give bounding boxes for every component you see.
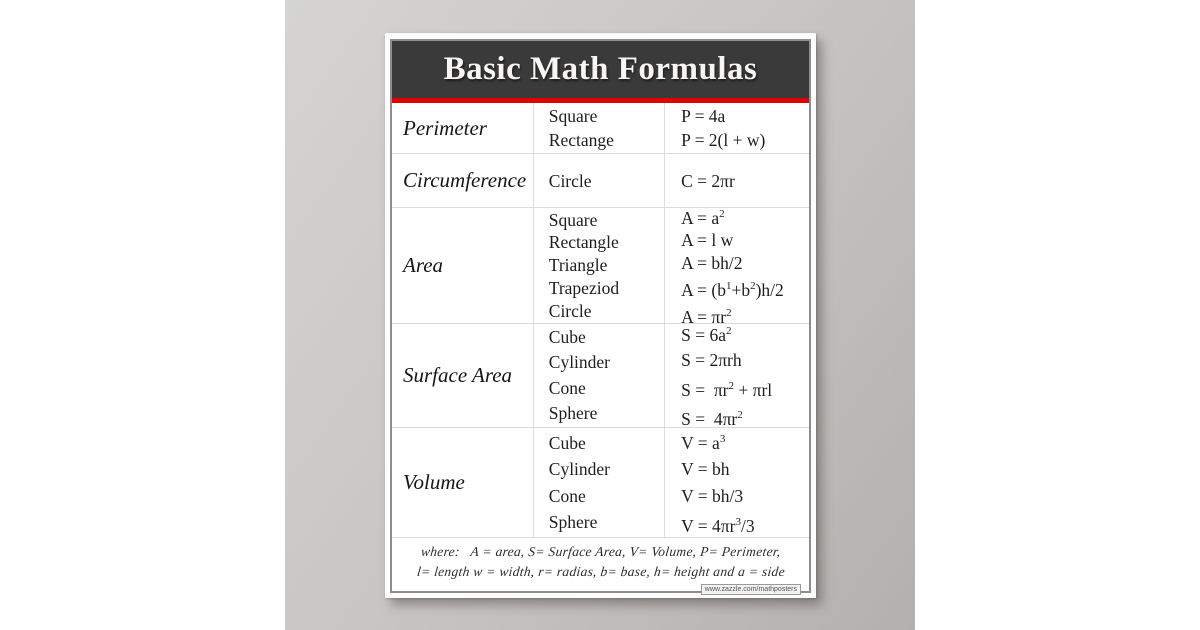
formula-text: V = bh (681, 459, 730, 479)
formula-text: C = 2πr (681, 170, 735, 191)
formula-cell (665, 428, 809, 537)
category-label: Surface Area (403, 363, 513, 387)
category-label: Area (403, 253, 444, 277)
formula-text: V = bh/3 (681, 485, 744, 506)
formula-text: A = bh/2 (681, 253, 743, 274)
watermark-url: www.zazzle.com/mathposters (701, 584, 801, 595)
category-cell (392, 208, 534, 323)
shape-name: Cube (548, 326, 586, 347)
section-surface-area (392, 324, 809, 428)
formula-text: $A = \pi r^2$ (681, 306, 732, 327)
title-band (392, 41, 809, 98)
shape-cell (534, 428, 665, 537)
poster-frame (390, 39, 811, 593)
shape-name: Cone (548, 377, 586, 398)
formula-cell (665, 154, 809, 207)
legend-line-1: where: A = area, S= Surface Area, V= Volume, P= Perimeter, (419, 543, 782, 559)
formula-text: $V = a^3$ (681, 432, 726, 453)
formula-text: $V = 4\pi r^3/3$ (681, 515, 755, 536)
category-label: Volume (403, 470, 465, 494)
formula-cell (665, 207, 809, 327)
category-cell (392, 103, 534, 153)
category-label: Perimeter (403, 115, 487, 140)
shape-name: Cube (548, 432, 586, 453)
shape-name: Circle (548, 300, 592, 321)
shape-name: Cone (548, 485, 586, 506)
section-area (392, 207, 809, 327)
product-photo-wall (285, 0, 915, 630)
shape-name: Triangle (548, 255, 608, 276)
formula-text: $S = \pi r^2 + \pi rl$ (681, 379, 773, 400)
formula-text: $A = (b^1+b^2)h/2$ (681, 279, 784, 300)
section-circumference (392, 154, 809, 208)
shape-name: Square (548, 209, 598, 230)
shape-name: Rectangle (548, 232, 619, 253)
formula-text: P = 2(l + w) (681, 130, 766, 150)
formula-cell (665, 324, 809, 427)
shape-name: Cylinder (548, 352, 611, 372)
shape-cell (534, 103, 665, 153)
category-cell (392, 428, 534, 537)
shape-name: Sphere (548, 403, 598, 423)
formula-table (392, 103, 809, 538)
formula-text: $A = a^2$ (681, 207, 725, 228)
shape-name: Trapeziod (548, 277, 620, 298)
shape-name: Sphere (548, 512, 598, 532)
formula-text: P = 4a (681, 106, 726, 126)
shape-name: Circle (548, 170, 592, 191)
section-volume (392, 428, 809, 538)
shape-name: Cylinder (548, 459, 611, 479)
formula-text: S = 2πrh (681, 350, 742, 371)
category-label: Circumference (403, 168, 527, 192)
formula-cell (665, 103, 809, 153)
shape-cell (534, 208, 665, 323)
section-perimeter (392, 103, 809, 154)
shape-name: Square (548, 106, 598, 126)
formula-text: A = l w (681, 230, 734, 251)
category-cell (392, 324, 534, 427)
legend-line-2: l= length w = width, r= radias, b= base, h= height and a = side (415, 563, 786, 579)
category-cell (392, 154, 534, 207)
shape-cell (534, 324, 665, 427)
poster-title: Basic Math Formulas (443, 51, 758, 87)
formula-text: $S = 6a^2$ (681, 324, 732, 345)
shape-cell (534, 154, 665, 207)
shape-name: Rectange (548, 130, 614, 150)
math-formulas-poster (385, 33, 816, 598)
formula-text: $S = 4\pi r^2$ (681, 408, 743, 429)
